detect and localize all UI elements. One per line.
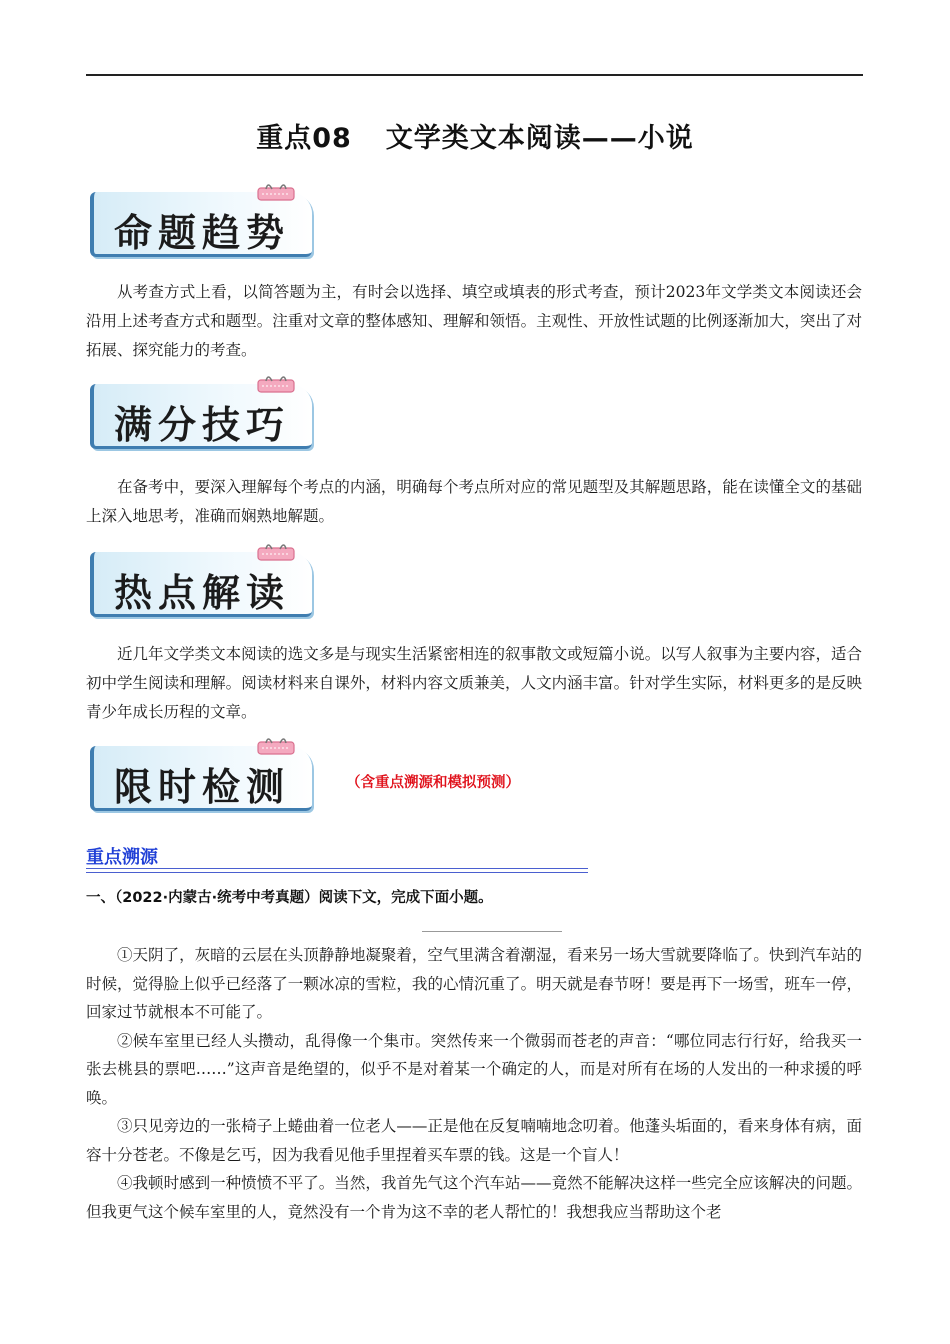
banner-label: 命题趋势	[114, 210, 291, 255]
banner-label: 满分技巧	[114, 402, 291, 447]
section-heading: 重点溯源	[86, 847, 158, 868]
story-paragraph: ③只见旁边的一张椅子上蜷曲着一位老人——正是他在反复喃喃地念叨着。他蓬头垢面的，看来身体有病，面容十分苍老。不像是乞丐，因为我看见他手里捏着买车票的钱。这是一个盲人！	[86, 1117, 862, 1164]
story-paragraph: ④我顿时感到一种愤愤不平了。当然，我首先气这个汽车站——竟然不能解决这样一些完全应该解决的问题。但我更气这个候车室里的人，竟然没有一个肯为这不幸的老人帮忙的！我想我应当帮助这个老	[86, 1174, 862, 1221]
test-note: （含重点溯源和模拟预测）	[346, 775, 520, 791]
paragraph-hotspot: 近几年文学类文本阅读的选文多是与现实生活紧密相连的叙事散文或短篇小说。以写人叙事为主要内容，适合初中学生阅读和理解。阅读材料来自课外，材料内容文质兼美，人文内涵丰富。针对学生实际，材料更多的是反映青少年成长历程的文章。	[86, 645, 862, 721]
paragraph-trend: 从考查方式上看，以简答题为主，有时会以选择、填空或填表的形式考查，预计2023年文学类文本阅读还会沿用上述考查方式和题型。注重对文章的整体感知、理解和领悟。主观性、开放性试题的比例逐渐加大，突出了对拓展、探究能力的考查。	[86, 283, 862, 359]
story-text	[86, 941, 862, 1226]
binder-clip-icon	[256, 372, 296, 394]
banner-skills	[84, 372, 316, 452]
document-title	[0, 116, 950, 155]
banner-label: 限时检测	[114, 764, 291, 809]
paragraph-skills: 在备考中，要深入理解每个考点的内涵，明确每个考点所对应的常见题型及其解题思路，能在读懂全文的基础上深入地思考，准确而娴熟地解题。	[86, 478, 862, 525]
section-rule	[86, 868, 588, 873]
binder-clip-icon	[256, 180, 296, 202]
banner-test	[84, 734, 316, 814]
binder-clip-icon	[256, 734, 296, 756]
banner-hotspot	[84, 540, 316, 620]
header-rule	[86, 74, 863, 76]
title-text: 文学类文本阅读——小说	[385, 123, 694, 154]
title-placeholder-rule	[422, 931, 562, 932]
banner-trend	[84, 180, 316, 260]
title-code: 重点08	[256, 123, 352, 154]
story-paragraph: ②候车室里已经人头攒动，乱得像一个集市。突然传来一个微弱而苍老的声音：“哪位同志行行好，给我买一张去桃县的票吧……”这声音是绝望的，似乎不是对着某一个确定的人，而是对所有在场的人发出的一种求援的呼唤。	[86, 1031, 862, 1107]
binder-clip-icon	[256, 540, 296, 562]
question-header: 一、（2022·内蒙古·统考中考真题）阅读下文，完成下面小题。	[86, 890, 493, 906]
story-paragraph: ①天阴了，灰暗的云层在头顶静静地凝聚着，空气里满含着潮湿，看来另一场大雪就要降临了。快到汽车站的时候，觉得脸上似乎已经落了一颗冰凉的雪粒，我的心情沉重了。明天就是春节呀！要是再下一场雪，班车一停，回家过节就根本不可能了。	[86, 946, 862, 1021]
banner-label: 热点解读	[114, 570, 291, 615]
